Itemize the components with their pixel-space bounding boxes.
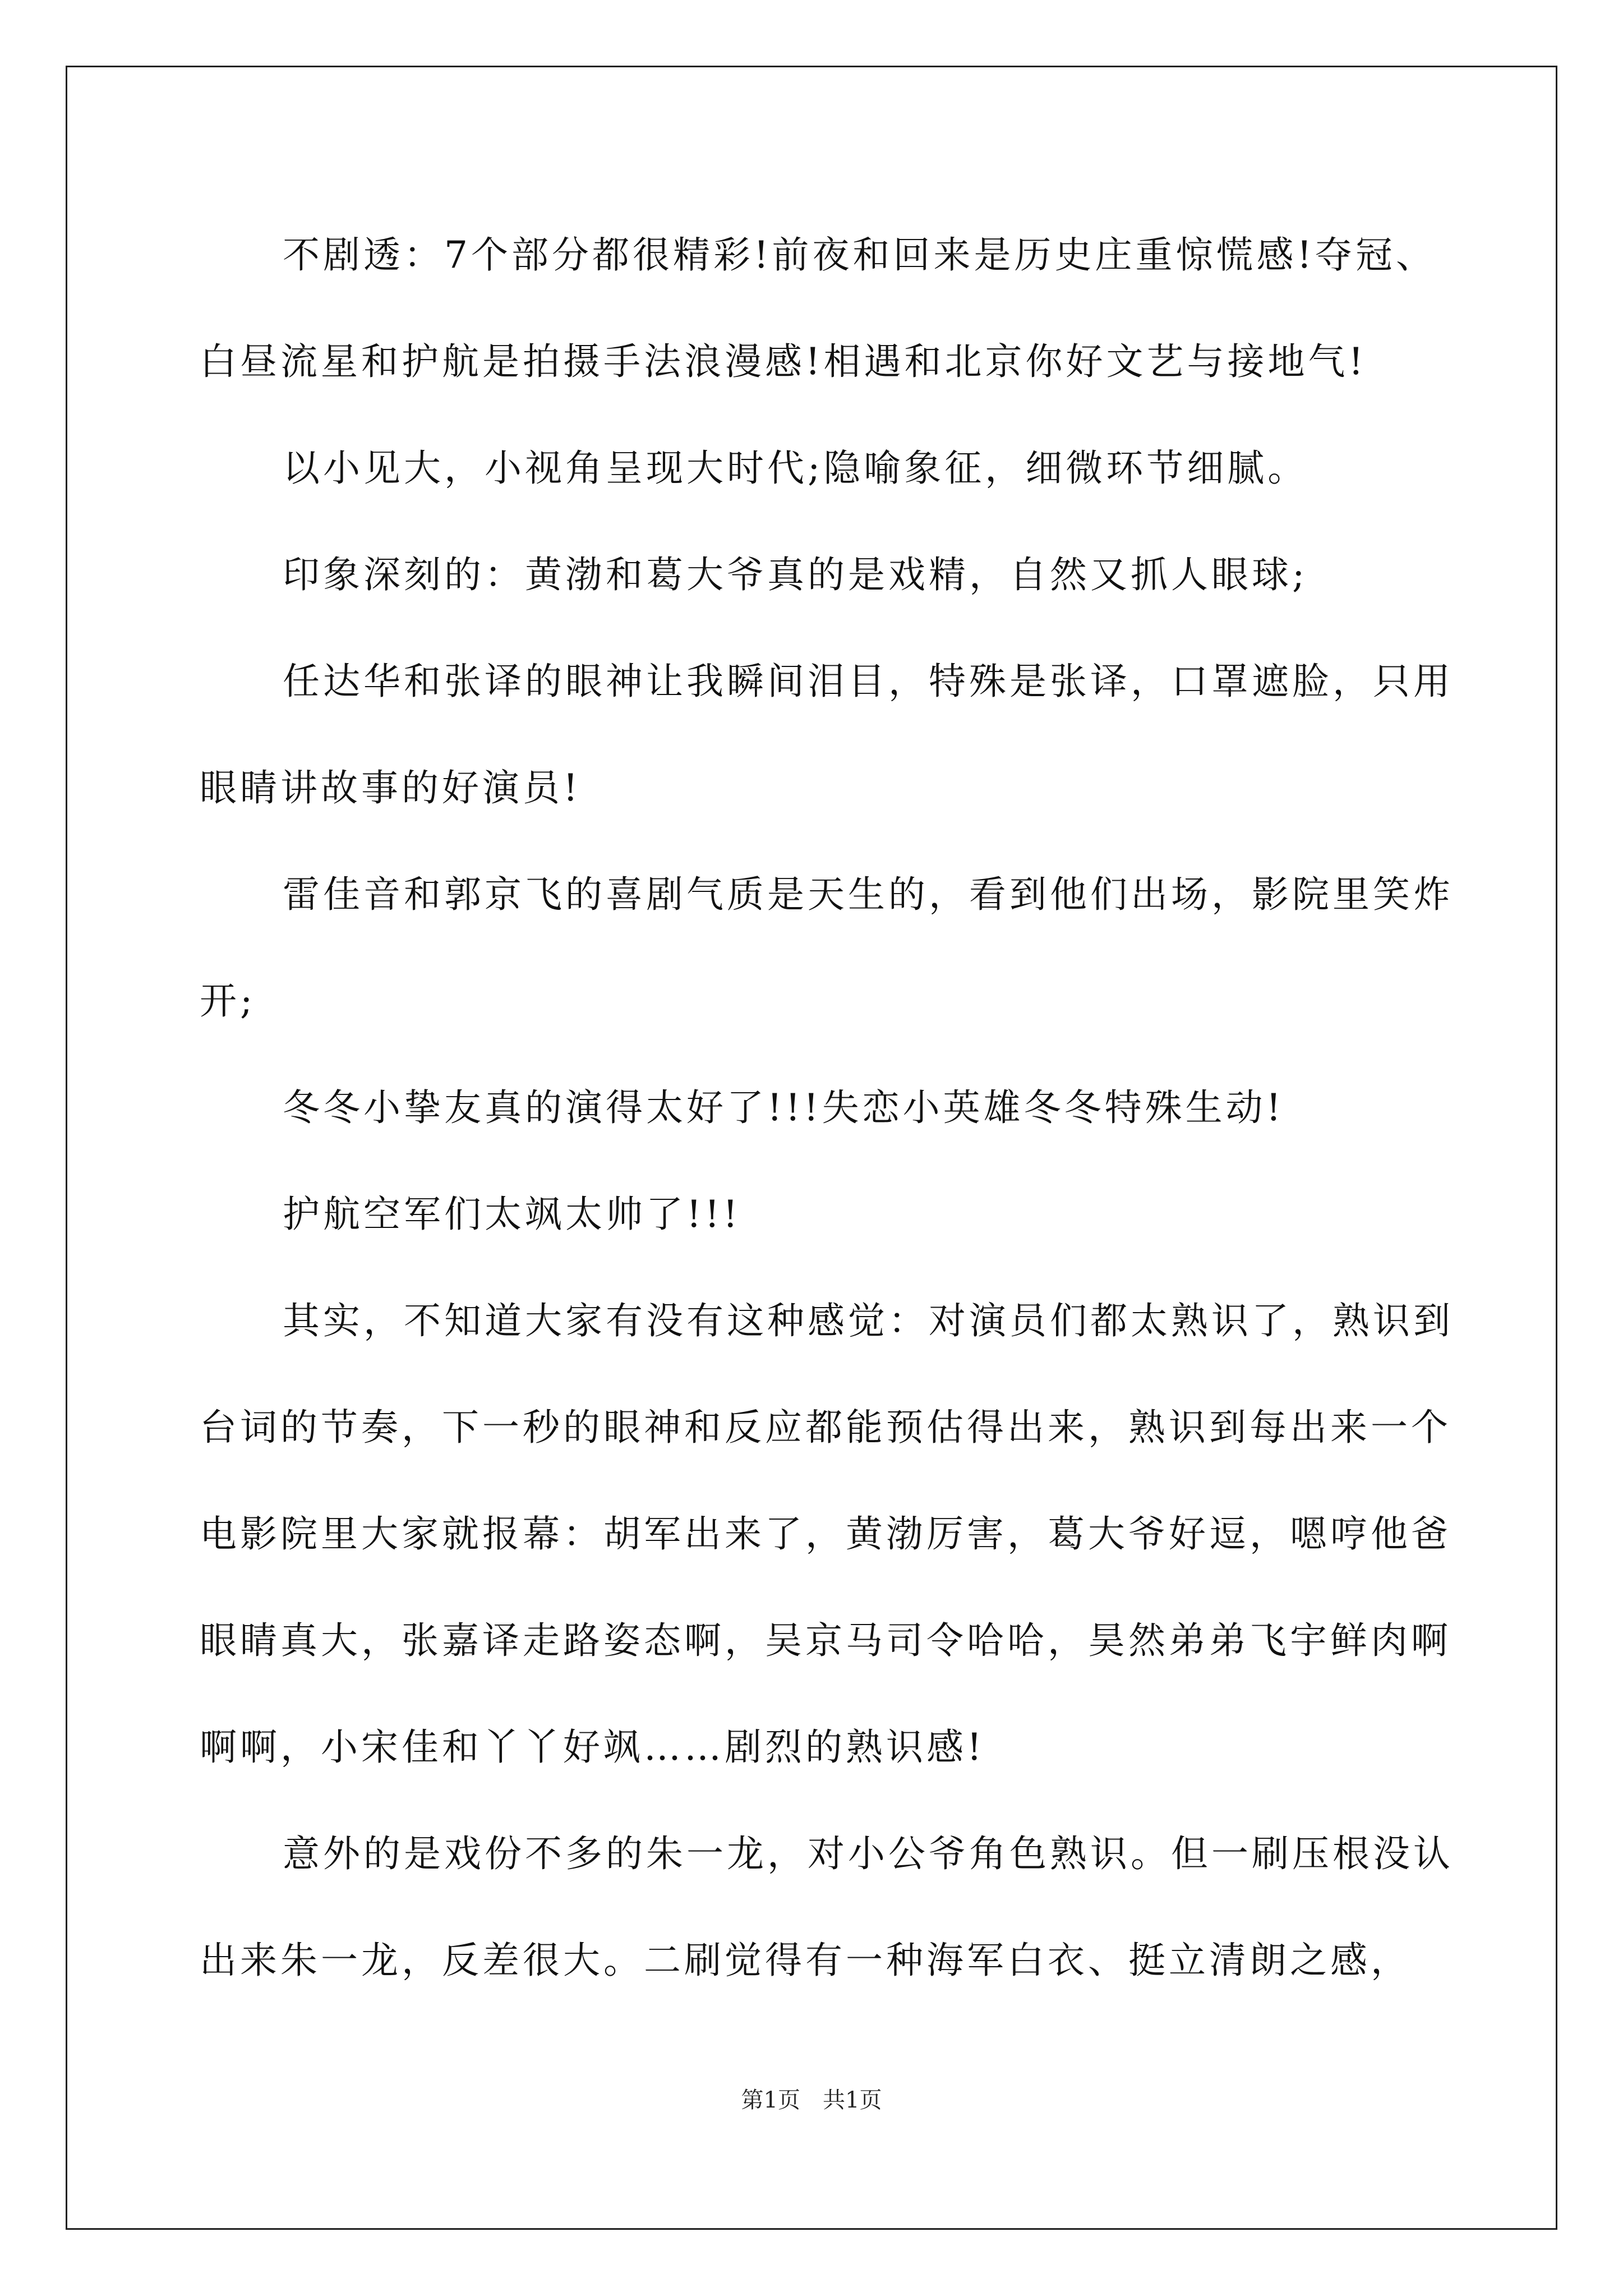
paragraph: 雷佳音和郭京飞的喜剧气质是天生的，看到他们出场，影院里笑炸开;	[200, 873, 1454, 1023]
document-body	[200, 202, 1456, 2014]
paragraph: 护航空军们太飒太帅了!!!	[283, 1193, 741, 1236]
paragraph: 以小见大，小视角呈现大时代;隐喻象征，细微环节细腻。	[283, 447, 1308, 490]
paragraph: 其实，不知道大家有没有这种感觉：对演员们都太熟识了，熟识到台词的节奏，下一秒的眼神和反应都能预估得出来，熟识到每出来一个电影院里大家就报幕：胡军出来了，黄渤厉害，葛大爷好逗，嗯哼他爸眼睛真大，张嘉译走路姿态啊，吴京马司令哈哈，昊然弟弟飞宇鲜肉啊啊啊，小宋佳和丫丫好飒……剧烈的熟识感!	[200, 1299, 1454, 1769]
paragraph: 印象深刻的：黄渤和葛大爷真的是戏精，自然又抓人眼球;	[283, 553, 1308, 596]
paragraph: 冬冬小挚友真的演得太好了!!!失恋小英雄冬冬特殊生动!	[283, 1086, 1285, 1129]
page-number-footer: 第1页 共1页	[741, 2087, 882, 2113]
paragraph: 任达华和张译的眼神让我瞬间泪目，特殊是张译，口罩遮脸，只用眼睛讲故事的好演员!	[200, 660, 1454, 809]
paragraph: 不剧透：7个部分都很精彩!前夜和回来是历史庄重惊慌感!夺冠、白昼流星和护航是拍摄手法浪漫感!相遇和北京你好文艺与接地气!	[200, 233, 1437, 383]
paragraph: 意外的是戏份不多的朱一龙，对小公爷角色熟识。但一刷压根没认出来朱一龙，反差很大。二刷觉得有一种海军白衣、挺立清朗之感，	[200, 1832, 1454, 1982]
